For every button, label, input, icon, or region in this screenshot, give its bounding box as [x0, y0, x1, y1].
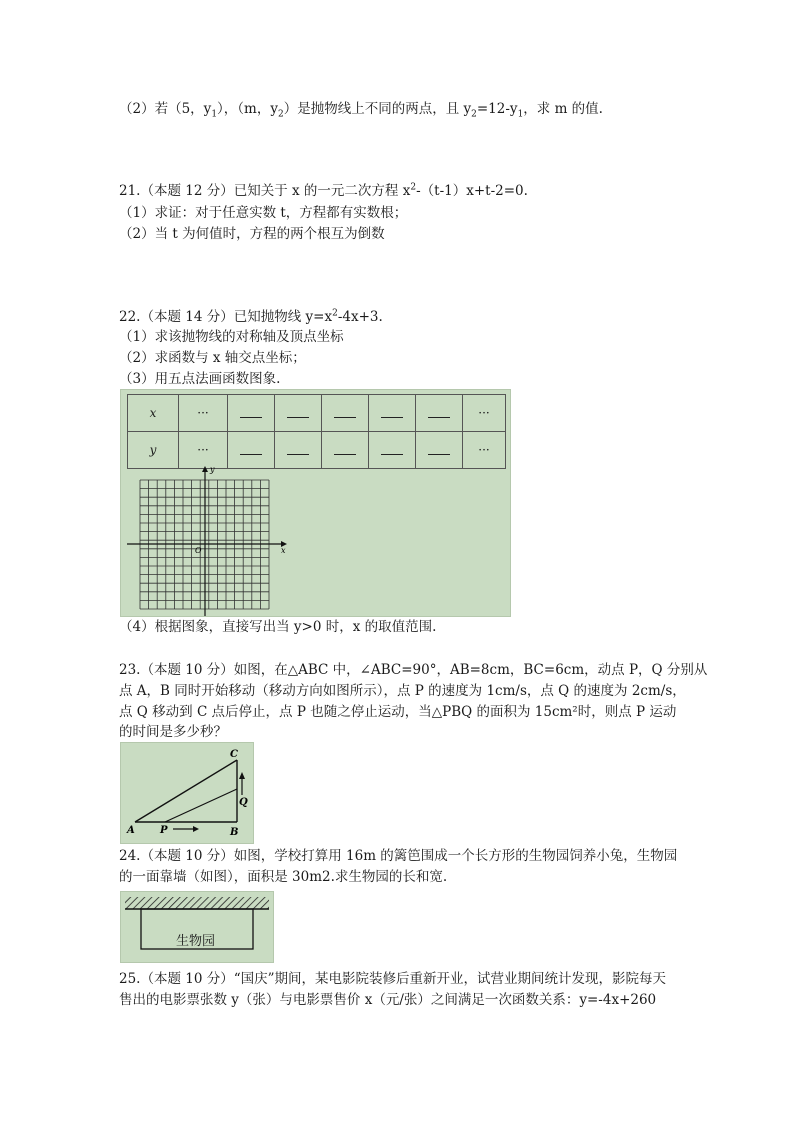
q-arrowhead [239, 772, 245, 779]
q23-line2: 点 A，B 同时开始移动（移动方向如图所示），点 P 的速度为 1cm/s，点 Q 的速度为 2cm/s， [119, 683, 686, 699]
table-cell: ··· [179, 395, 228, 432]
y-axis-arrow [202, 466, 208, 472]
label-q: Q [239, 797, 248, 808]
coordinate-grid [121, 390, 510, 616]
q22-part3: （3）用五点法画函数图象. [119, 371, 281, 387]
label-p: P [160, 825, 168, 836]
q20-part2: （2）若（5，$y_1$），（m，$y_2$）是抛物线上不同的两点，且 $y_2=12-y_1$，求 m 的值. [119, 101, 603, 120]
q24-line2: 的一面靠墙（如图），面积是 30m2.求生物园的长和宽. [119, 869, 448, 885]
label-c: C [230, 749, 238, 760]
q22-part4: （4）根据图象，直接写出当 y>0 时，x 的取值范围. [119, 619, 437, 635]
q25-line1: 25.（本题 10 分）“国庆”期间，某电影院装修后重新开业，试营业期间统计发现，影院每天 [119, 971, 667, 987]
q24-line1: 24.（本题 10 分）如图，学校打算用 16m 的篱笆围成一个长方形的生物园饲养小兔，生物园 [119, 848, 678, 864]
q22-figure [120, 389, 511, 617]
table-cell: ··· [179, 432, 228, 469]
q24-garden-figure [120, 891, 274, 963]
origin-label: O [195, 546, 202, 555]
x-axis-label: x [281, 546, 286, 555]
table-y-label: y [128, 432, 179, 469]
label-b: B [230, 827, 239, 838]
table-x-label: x [128, 395, 179, 432]
table-cell: ··· [463, 395, 506, 432]
label-a: A [127, 825, 135, 836]
q21-part1: （1）求证：对于任意实数 t，方程都有实数根； [119, 205, 408, 221]
q22-part1: （1）求该抛物线的对称轴及顶点坐标 [119, 329, 344, 345]
q21-part2: （2）当 t 为何值时，方程的两个根互为倒数 [119, 226, 385, 242]
q23-line3: 点 Q 移动到 C 点后停止，点 P 也随之停止运动，当△PBQ 的面积为 15cm²时，则点 P 运动 [119, 704, 677, 720]
q23-triangle-figure [120, 742, 254, 844]
q21-heading: 21.（本题 12 分）已知关于 x 的一元二次方程 $x^2-(t-1)x+t-2=0$. [119, 182, 528, 199]
q23-line1: 23.（本题 10 分）如图，在△ABC 中，∠ABC=90°，AB=8cm，BC=6cm，动点 P，Q 分别从 [119, 662, 708, 678]
p-arrowhead [193, 826, 199, 832]
q22-part2: （2）求函数与 x 轴交点坐标； [119, 350, 306, 366]
segment-pq [165, 789, 237, 822]
wall-hatching [125, 897, 269, 909]
q25-line2: 售出的电影票张数 y（张）与电影票售价 x（元/张）之间满足一次函数关系：y=-4x+260 [119, 992, 657, 1008]
y-axis-label: y [210, 465, 215, 474]
q22-heading: 22.（本题 14 分）已知抛物线 $y=x^2-4x+3$. [119, 308, 383, 325]
garden-label: 生物园 [176, 934, 216, 949]
table-cell: ··· [463, 432, 506, 469]
q23-line4: 的时间是多少秒？ [119, 724, 227, 740]
